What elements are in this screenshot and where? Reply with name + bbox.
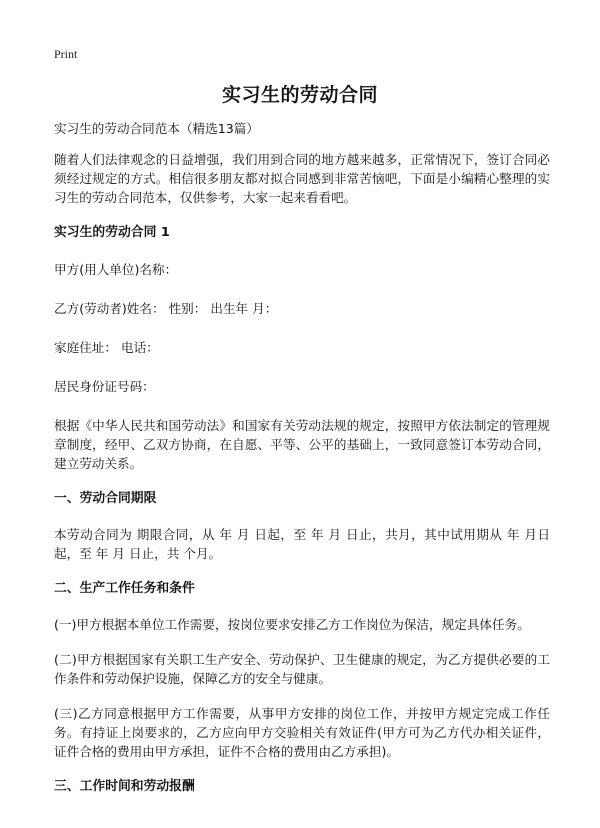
basis-paragraph: 根据《中华人民共和国劳动法》和国家有关劳动法规的规定，按照甲方依法制定的管理规章制度，经甲、乙双方协商，在自愿、平等、公平的基础上，一致同意签订本劳动合同，建立劳动关系。 [54, 418, 550, 471]
section-1-title: 一、劳动合同期限 [54, 491, 157, 506]
document-body [54, 119, 550, 813]
id-number-field: 居民身份证号码： [54, 379, 155, 394]
document-subtitle: 实习生的劳动合同范本（精选13篇） [54, 121, 259, 136]
section-2-item-2: (二)甲方根据国家有关职工生产安全、劳动保护、卫生健康的规定，为乙方提供必要的工作条件和劳动保护设施，保障乙方的安全与健康。 [54, 652, 550, 686]
section-2-item-3: (三)乙方同意根据甲方工作需要，从事甲方安排的岗位工作，并按甲方规定完成工作任务。有持证上岗要求的，乙方应向甲方交验相关有效证件(甲方可为乙方代办相关证件，证件合格的费用由甲方承担，证件不合格的费用由乙方承担)。 [54, 706, 550, 759]
address-field: 家庭住址： 电话： [54, 340, 159, 355]
section-3-title: 三、工作时间和劳动报酬 [54, 779, 195, 794]
contract-heading: 实习生的劳动合同 1 [54, 225, 170, 240]
section-2-item-1: (一)甲方根据本单位工作需要，按岗位要求安排乙方工作岗位为保洁，规定具体任务。 [54, 617, 530, 632]
party-b-field: 乙方(劳动者)姓名： 性别： 出生年 月： [54, 301, 278, 316]
party-a-field: 甲方(用人单位)名称： [54, 262, 178, 277]
section-1-text: 本劳动合同为 期限合同，从 年 月 日起，至 年 月 日止，共月，其中试用期从 年 月日起，至 年 月 日止，共 个月。 [54, 527, 550, 561]
print-link[interactable]: Print [54, 47, 78, 61]
document-title: 实习生的劳动合同 [221, 84, 378, 106]
section-2-title: 二、生产工作任务和条件 [54, 581, 195, 596]
intro-paragraph: 随着人们法律观念的日益增强，我们用到合同的地方越来越多，正常情况下，签订合同必须经过规定的方式。相信很多朋友都对拟合同感到非常苦恼吧，下面是小编精心整理的实习生的劳动合同范本，仅供参考，大家一起来看看吧。 [54, 152, 550, 205]
